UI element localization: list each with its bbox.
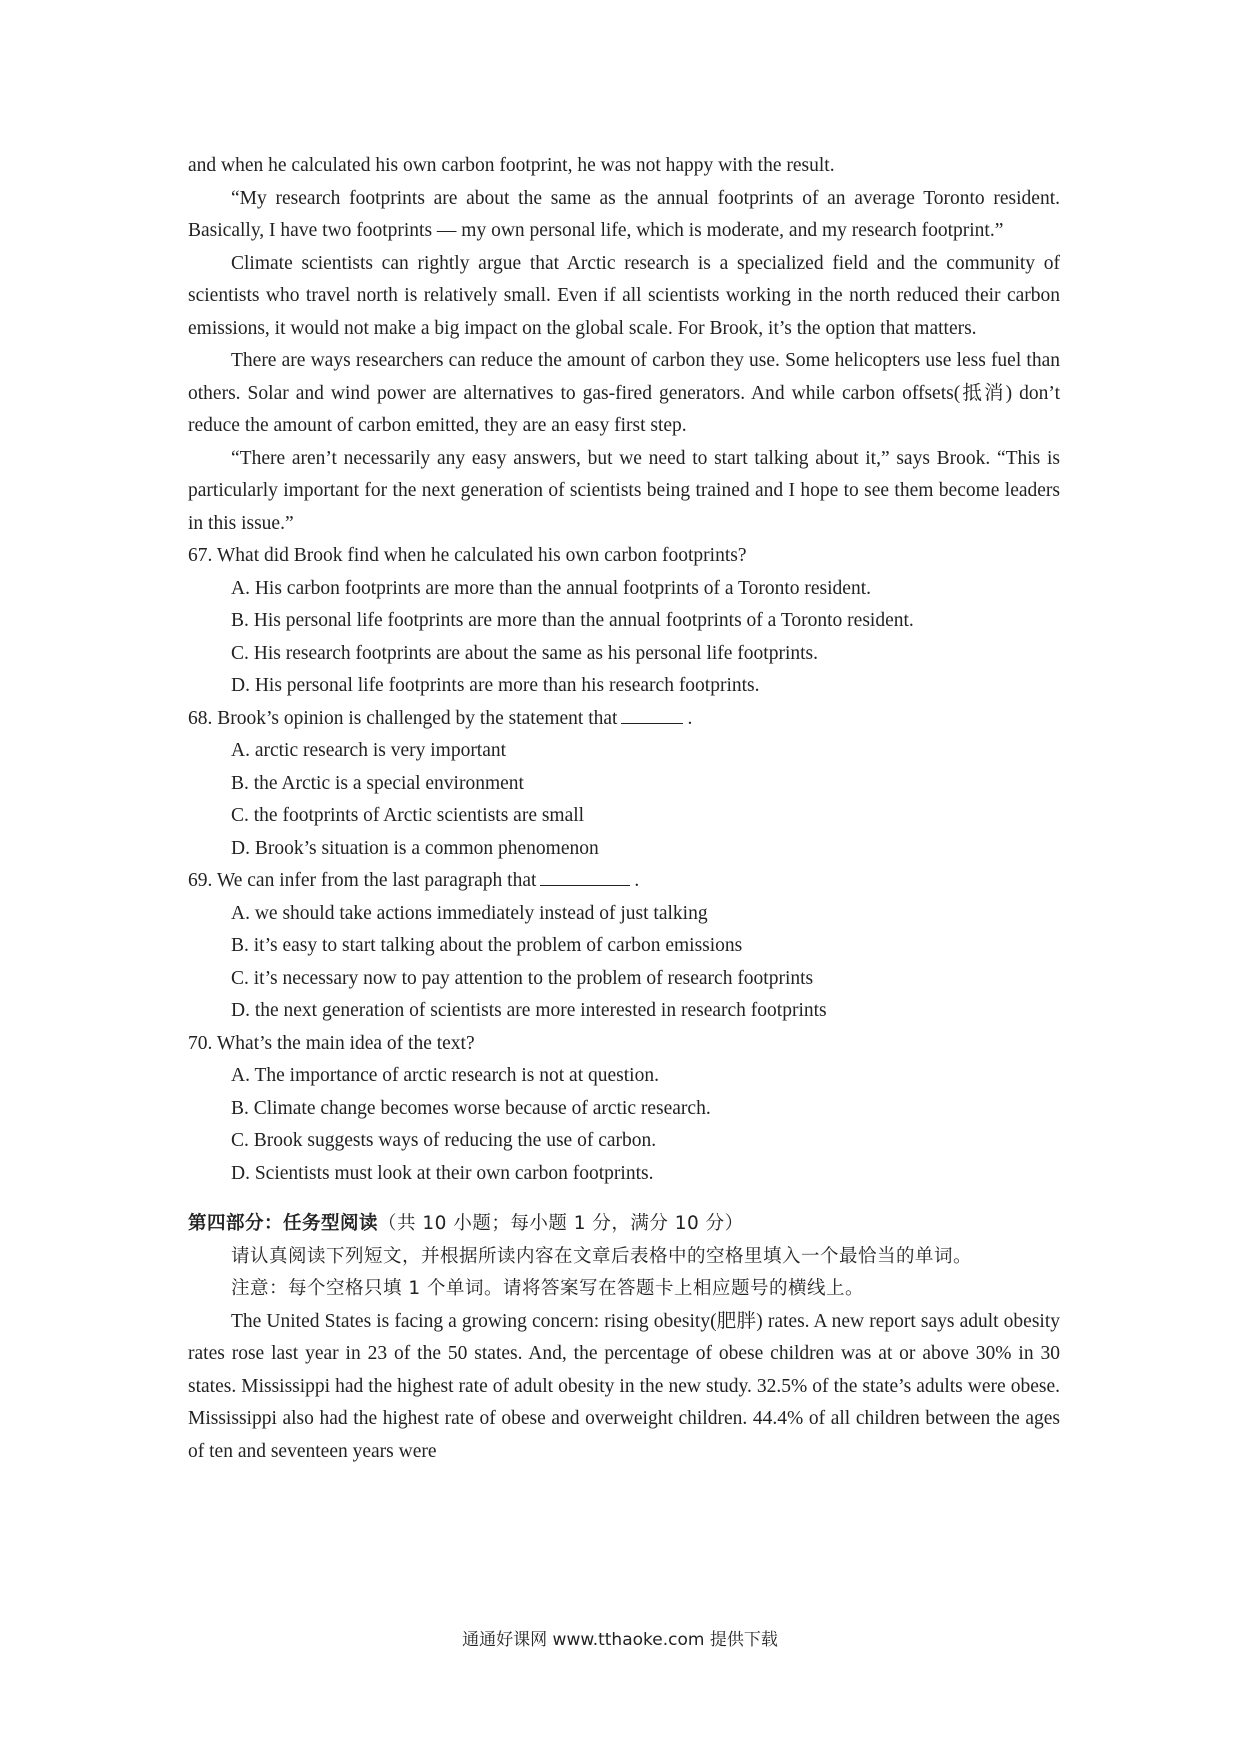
document-page: [188, 150, 1060, 1468]
section-4-passage: The United States is facing a growing concern: rising obesity(肥胖) rates. A new report says adult obesity rates rose last year in 23 of the 50 states. And, the percentage of obese children was at or above 30% in 30 states. Mississippi had the highest rate of adult obesity in the new study. 32.5% of the state’s adults were obese. Mississippi also had the highest rate of obese and overweight children. 44.4% of all children between the ages of ten and seventeen years were: [188, 1310, 1060, 1462]
question-67-option-b: B. His personal life footprints are more than the annual footprints of a Toronto resident.: [231, 610, 914, 631]
question-69-option-d: D. the next generation of scientists are more interested in research footprints: [231, 1000, 827, 1021]
question-67-option-c: C. His research footprints are about the same as his personal life footprints.: [231, 642, 819, 664]
question-69-stem-text: 69. We can infer from the last paragraph that: [188, 870, 537, 891]
section-4-title-note: （共 10 小题；每小题 1 分，满分 10 分）: [378, 1213, 744, 1234]
question-69-option-b: B. it’s easy to start talking about the problem of carbon emissions: [231, 935, 743, 956]
question-67-option-d: D. His personal life footprints are more than his research footprints.: [231, 675, 760, 696]
question-68-option-a: A. arctic research is very important: [231, 740, 507, 761]
page-footer: 通通好课网 www.tthaoke.com 提供下载: [462, 1630, 778, 1650]
passage-paragraph-1: and when he calculated his own carbon footprint, he was not happy with the result.: [188, 155, 835, 176]
question-70-option-a: A. The importance of arctic research is not at question.: [231, 1065, 659, 1086]
question-69-stem: [188, 865, 1060, 898]
section-4-instruction: 请认真阅读下列短文，并根据所读内容在文章后表格中的空格里填入一个最恰当的单词。: [231, 1245, 973, 1267]
passage-paragraph-2: “My research footprints are about the same as the annual footprints of an average Toronto resident. Basically, I have two footprints — my own personal life, which is moderate, and my research footprint.”: [188, 187, 1060, 241]
question-69-option-a: A. we should take actions immediately instead of just talking: [231, 902, 708, 924]
section-4: [188, 1208, 1060, 1468]
section-4-heading: [188, 1208, 1060, 1241]
question-68-stem-text: 68. Brook’s opinion is challenged by the statement that: [188, 707, 618, 729]
question-70-option-b: B. Climate change becomes worse because of arctic research.: [231, 1097, 711, 1119]
question-68-option-d: D. Brook’s situation is a common phenomenon: [231, 837, 599, 859]
passage-paragraph-3: Climate scientists can rightly argue that Arctic research is a specialized field and the community of scientists who travel north is relatively small. Even if all scientists working in the north reduced their carbon emissions, it would not make a big impact on the global scale. For Brook, it’s the option that matters.: [188, 252, 1060, 339]
answer-blank: [621, 703, 683, 724]
passage-paragraph-5: “There aren’t necessarily any easy answers, but we need to start talking about it,” says Brook. “This is particularly important for the next generation of scientists being trained and I hope to see them become leaders in this issue.”: [188, 447, 1060, 534]
question-68-option-c: C. the footprints of Arctic scientists are small: [231, 805, 585, 826]
question-70-option-d: D. Scientists must look at their own carbon footprints.: [231, 1162, 654, 1184]
passage-paragraph-4: There are ways researchers can reduce the amount of carbon they use. Some helicopters use less fuel than others. Solar and wind power are alternatives to gas-fired generators. And while carbon offsets(抵消) don’t reduce the amount of carbon emitted, they are an easy first step.: [188, 350, 1060, 436]
question-69-option-c: C. it’s necessary now to pay attention to the problem of research footprints: [231, 967, 814, 989]
section-4-note: 注意：每个空格只填 1 个单词。请将答案写在答题卡上相应题号的横线上。: [231, 1278, 865, 1299]
question-69-stem-end: .: [634, 870, 640, 891]
question-68-stem-end: .: [687, 707, 693, 729]
answer-blank: [540, 865, 630, 886]
section-4-title: 第四部分：任务型阅读: [188, 1213, 379, 1234]
question-67-option-a: A. His carbon footprints are more than the annual footprints of a Toronto resident.: [231, 577, 871, 599]
question-68-option-b: B. the Arctic is a special environment: [231, 772, 524, 794]
question-67-stem: 67. What did Brook find when he calculated his own carbon footprints?: [188, 545, 747, 566]
question-68-stem: [188, 703, 1060, 736]
question-70-stem: 70. What’s the main idea of the text?: [188, 1032, 475, 1054]
question-70-option-c: C. Brook suggests ways of reducing the use of carbon.: [231, 1130, 657, 1151]
